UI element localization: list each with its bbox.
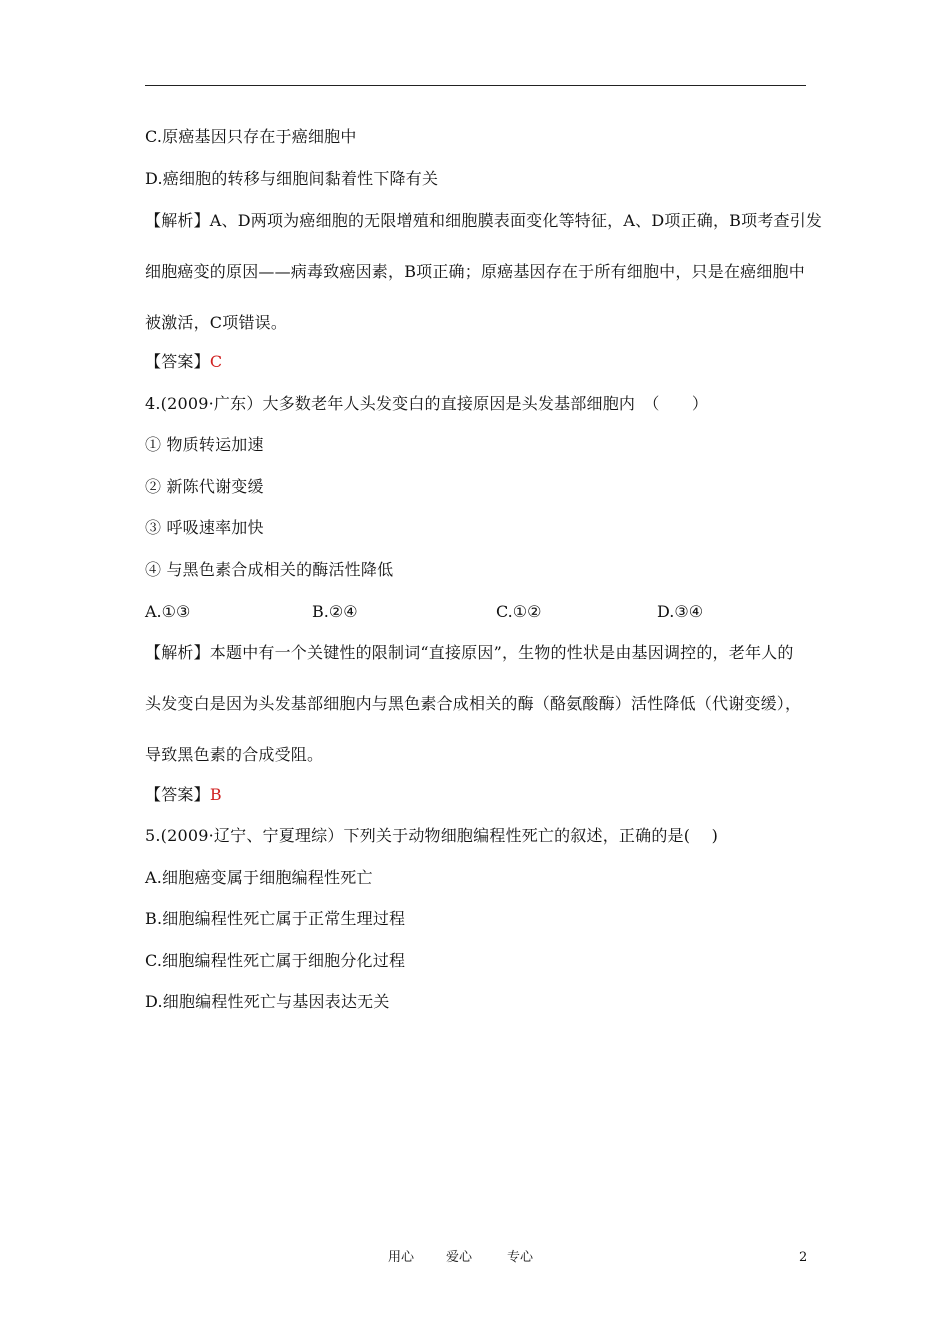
q4-answer [145, 785, 222, 805]
answer-label: 【答案】 [145, 352, 210, 371]
q5-option-c: C.细胞编程性死亡属于细胞分化过程 [145, 951, 406, 970]
q3-analysis-line-1: 【解析】A、D两项为癌细胞的无限增殖和细胞膜表面变化等特征，A、D项正确，B项考查引发 [145, 211, 823, 230]
q4-option-a: A.①③ [145, 602, 191, 621]
answer-value: C [209, 352, 223, 371]
q4-analysis-line-1: 【解析】本题中有一个关键性的限制词“直接原因”，生物的性状是由基因调控的，老年人的 [145, 643, 794, 662]
q3-analysis-line-3: 被激活，C项错误。 [145, 313, 288, 332]
q4-analysis-line-3: 导致黑色素的合成受阻。 [145, 745, 324, 764]
footer-motto-middle: 爱心 [446, 1250, 473, 1265]
q4-stem: 4.(2009·广东）大多数老年人头发变白的直接原因是头发基部细胞内 （ ） [145, 394, 709, 413]
q4-analysis-line-2: 头发变白是因为头发基部细胞内与黑色素合成相关的酶（酪氨酸酶）活性降低（代谢变缓）， [145, 694, 802, 713]
footer-motto-left: 用心 [388, 1250, 415, 1265]
header-rule [145, 85, 806, 86]
q4-item-2: ② 新陈代谢变缓 [145, 477, 264, 496]
answer-value: B [209, 785, 222, 804]
q3-analysis-line-2: 细胞癌变的原因——病毒致癌因素，B项正确；原癌基因存在于所有细胞中，只是在癌细胞中 [145, 262, 805, 281]
q4-option-d: D.③④ [657, 602, 704, 621]
q5-option-d: D.细胞编程性死亡与基因表达无关 [145, 992, 390, 1011]
q4-item-1: ① 物质转运加速 [145, 435, 264, 454]
q4-item-3: ③ 呼吸速率加快 [145, 518, 264, 537]
q3-answer [145, 352, 222, 372]
q4-option-b: B.②④ [312, 602, 358, 621]
footer-motto-right: 专心 [507, 1250, 534, 1265]
page-number: 2 [799, 1250, 808, 1265]
q4-option-c: C.①② [496, 602, 542, 621]
q5-option-a: A.细胞癌变属于细胞编程性死亡 [145, 868, 373, 887]
q3-option-c: C.原癌基因只存在于癌细胞中 [145, 127, 357, 146]
q3-option-d: D.癌细胞的转移与细胞间黏着性下降有关 [145, 169, 439, 188]
answer-label: 【答案】 [145, 785, 210, 804]
q5-stem: 5.(2009·辽宁、宁夏理综）下列关于动物细胞编程性死亡的叙述，正确的是( ) [145, 826, 719, 845]
q5-option-b: B.细胞编程性死亡属于正常生理过程 [145, 909, 406, 928]
q4-item-4: ④ 与黑色素合成相关的酶活性降低 [145, 560, 394, 579]
